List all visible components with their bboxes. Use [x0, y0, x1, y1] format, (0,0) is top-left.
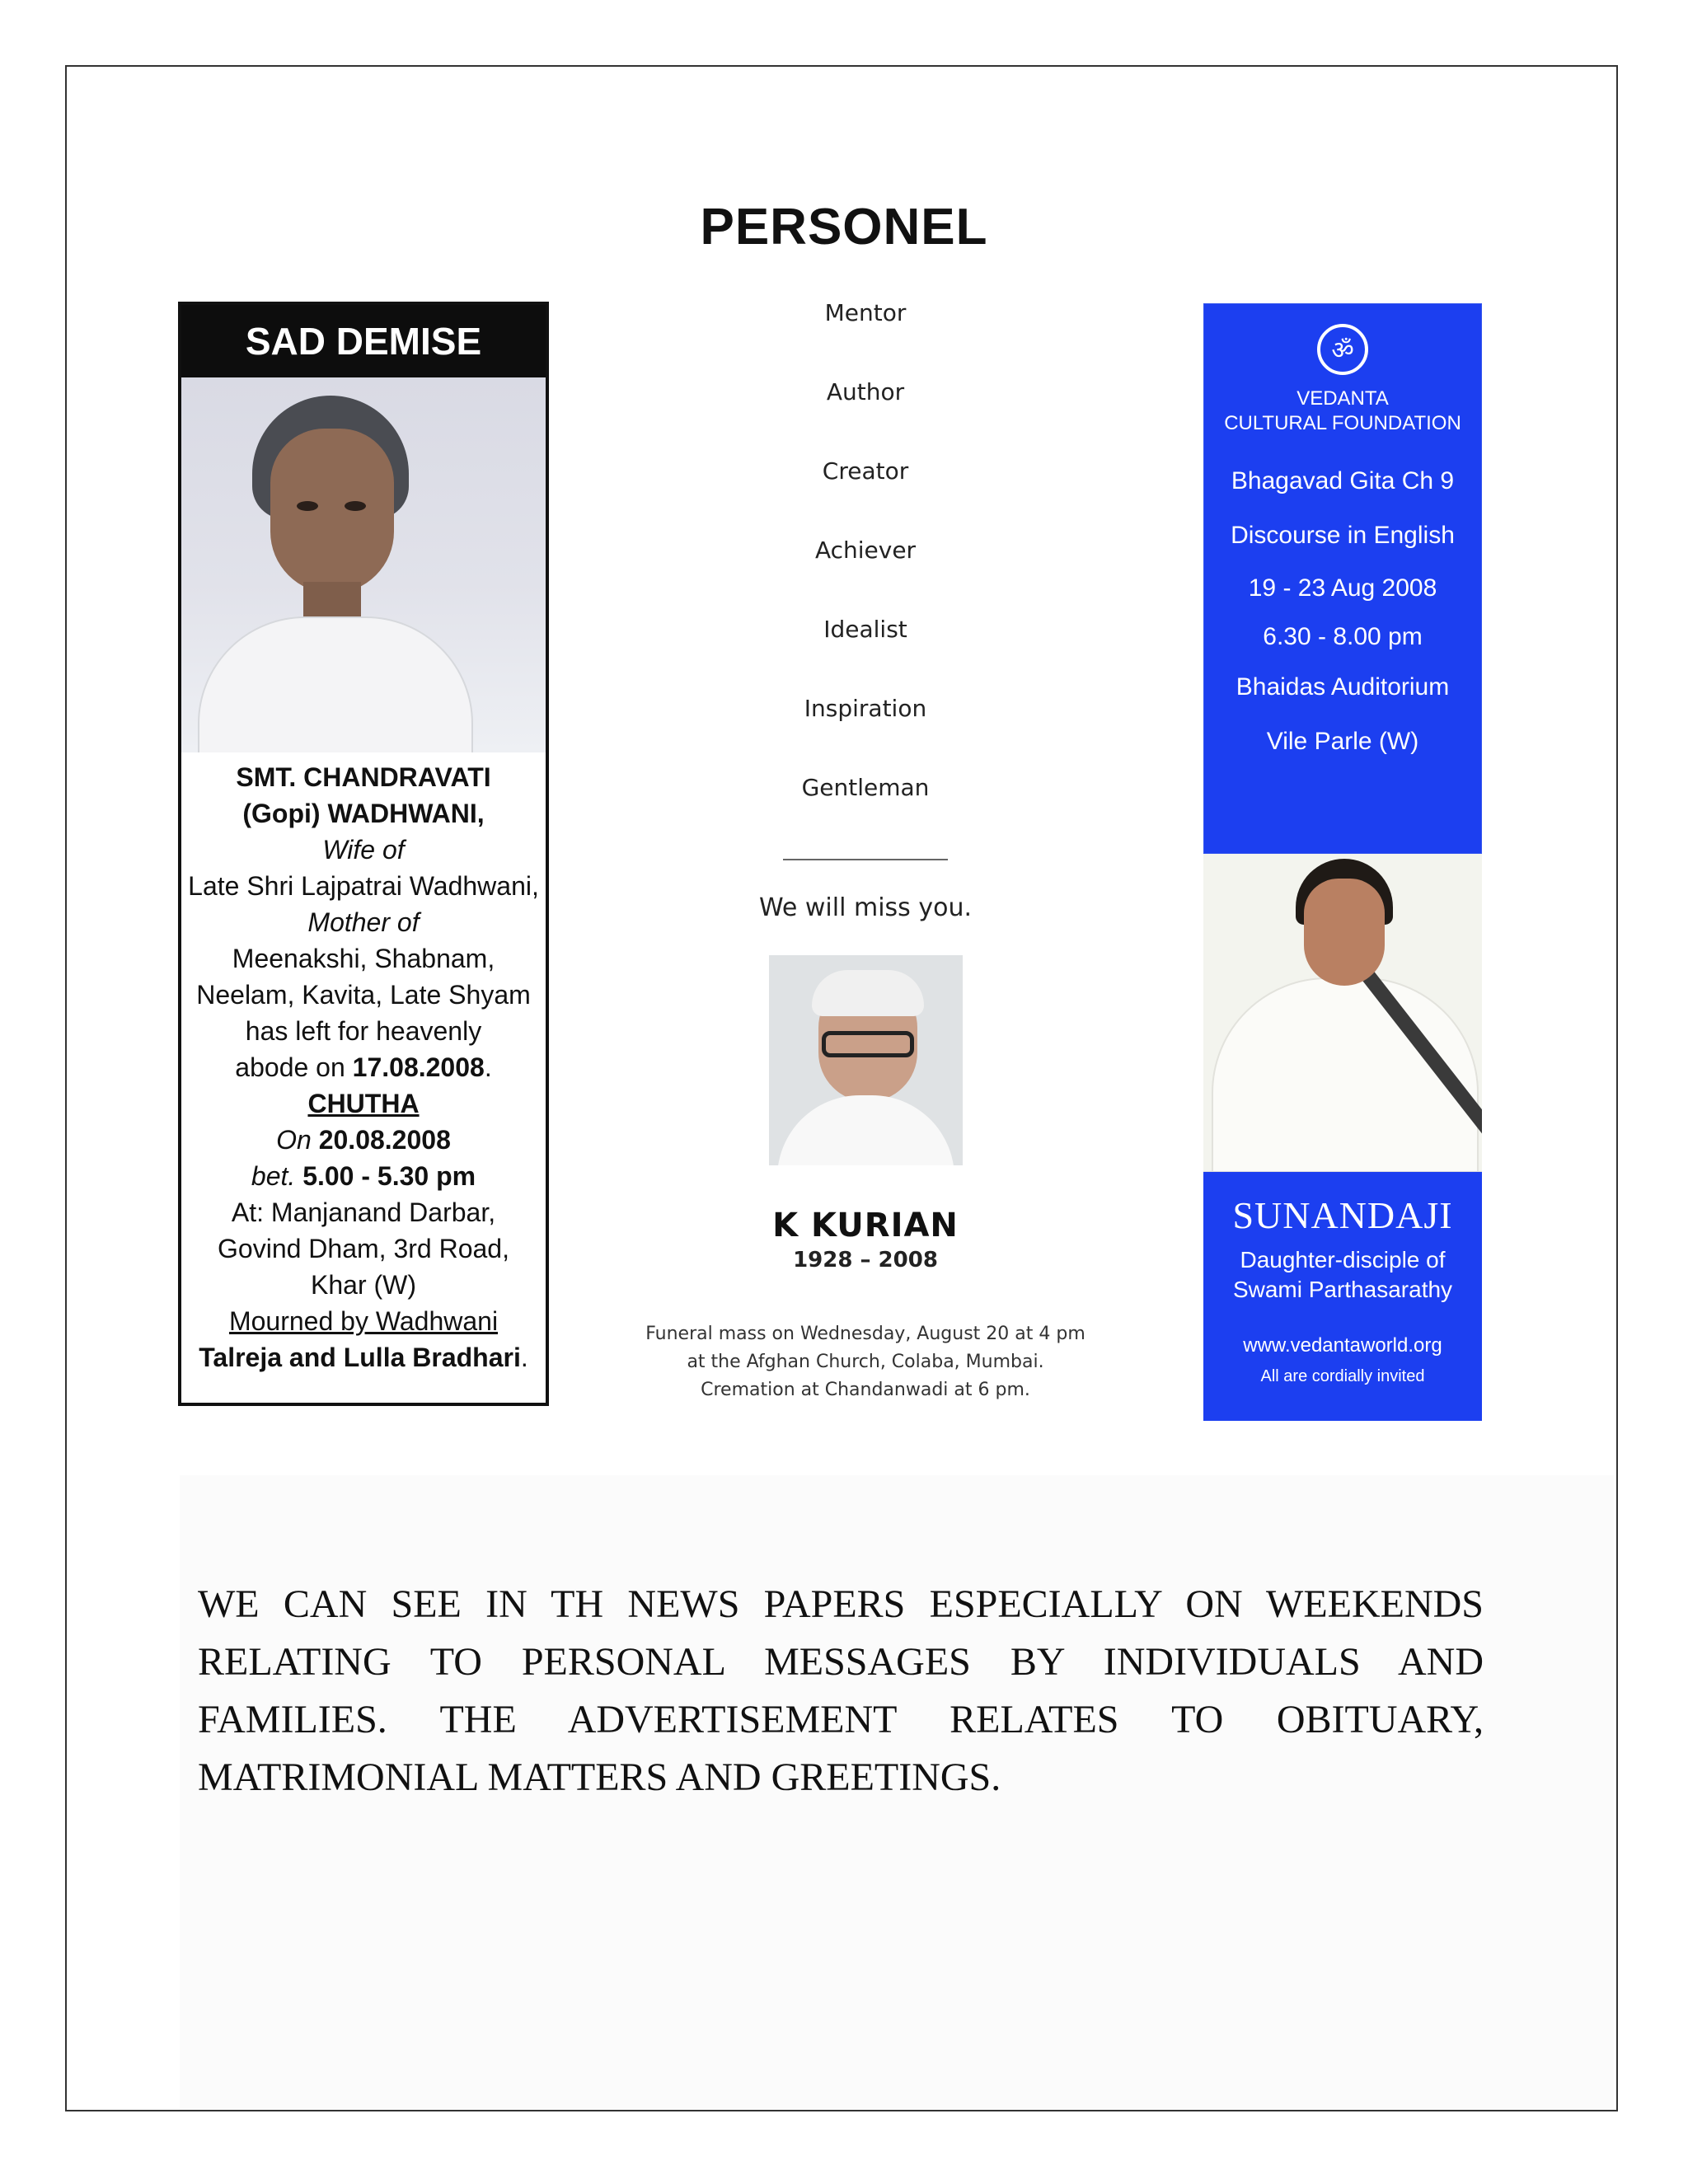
- tribute-word: Achiever: [814, 537, 917, 564]
- speaker-title-line2: Swami Parthasarathy: [1232, 1277, 1453, 1302]
- mourned-line2: Talreja and Lulla Bradhari.: [199, 1343, 528, 1372]
- vedanta-event-panel: [1203, 303, 1482, 854]
- wife-of-label: Wife of: [322, 835, 405, 865]
- tribute-word: Mentor: [824, 299, 907, 326]
- kurian-photo: [769, 955, 963, 1165]
- husband-name: Late Shri Lajpatrai Wadhwani,: [188, 871, 539, 901]
- obituary-photo: [181, 377, 546, 752]
- event-title: Bhagavad Gita Ch 9: [1231, 467, 1455, 494]
- divider: [783, 859, 948, 860]
- funeral-line2: at the Afghan Church, Colaba, Mumbai.: [687, 1352, 1044, 1372]
- invitation-text: All are cordially invited: [1260, 1367, 1425, 1385]
- tribute-years: 1928 – 2008: [793, 1248, 938, 1272]
- event-place: Vile Parle (W): [1266, 728, 1419, 755]
- website-link[interactable]: www.vedantaworld.org: [1243, 1334, 1442, 1357]
- funeral-line1: Funeral mass on Wednesday, August 20 at 4 pm: [645, 1324, 1085, 1344]
- body-paragraph: WE CAN SEE IN TH NEWS PAPERS ESPECIALLY ON WEEKENDS RELATING TO PERSONAL MESSAGES BY INDIVIDUALS AND FAMILIES. THE ADVERTISEMENT RELATES TO OBITUARY, MATRIMONIAL MATTERS AND GREETINGS.: [198, 1582, 1484, 1799]
- event-language: Discourse in English: [1231, 522, 1455, 549]
- demise-date: 17.08.2008: [352, 1052, 485, 1082]
- tribute-word: Gentleman: [801, 774, 930, 801]
- tribute-word: Creator: [822, 457, 909, 485]
- miss-you-text: We will miss you.: [759, 893, 972, 922]
- mother-of-label: Mother of: [307, 907, 420, 937]
- tribute-word: Idealist: [823, 616, 907, 643]
- children-line2: Neelam, Kavita, Late Shyam: [196, 980, 531, 1010]
- chutha-time: bet. 5.00 - 5.30 pm: [251, 1161, 476, 1191]
- venue-line2: Govind Dham, 3rd Road,: [218, 1234, 509, 1263]
- children-line1: Meenakshi, Shabnam,: [232, 944, 495, 973]
- obituary-ad: [178, 302, 549, 1406]
- vedanta-logo-icon: [1317, 324, 1368, 375]
- funeral-details: [610, 1320, 1121, 1404]
- speaker-title-line1: Daughter-disciple of: [1240, 1247, 1446, 1272]
- event-venue: Bhaidas Auditorium: [1236, 673, 1450, 701]
- tribute-word: Inspiration: [804, 695, 927, 722]
- tribute-word: Author: [826, 378, 905, 405]
- page-title: PERSONEL: [700, 199, 988, 255]
- tribute-ad: [610, 297, 1121, 1404]
- org-name-line2: CULTURAL FOUNDATION: [1224, 412, 1461, 434]
- speaker-photo: [1203, 854, 1482, 1172]
- chutha-heading: CHUTHA: [307, 1089, 420, 1118]
- event-dates: 19 - 23 Aug 2008: [1248, 574, 1437, 602]
- speaker-panel: [1203, 1172, 1482, 1421]
- org-name-line1: VEDANTA: [1296, 387, 1389, 410]
- obituary-header: SAD DEMISE: [181, 305, 546, 377]
- event-time: 6.30 - 8.00 pm: [1263, 623, 1423, 650]
- speaker-name: SUNANDAJI: [1232, 1194, 1453, 1236]
- chutha-date: On 20.08.2008: [276, 1125, 451, 1155]
- deceased-name-line1: SMT. CHANDRAVATI: [236, 762, 491, 792]
- deceased-name-line2: (Gopi) WADHWANI,: [242, 799, 485, 828]
- vedanta-ad: [1203, 303, 1482, 1420]
- venue-line1: At: Manjanand Darbar,: [231, 1197, 496, 1227]
- tribute-name: K KURIAN: [772, 1207, 959, 1244]
- mourned-line1: Mourned by Wadhwani: [228, 1306, 499, 1336]
- funeral-line3: Cremation at Chandanwadi at 6 pm.: [701, 1380, 1030, 1400]
- left-line1: has left for heavenly: [245, 1016, 482, 1046]
- left-line2: abode on 17.08.2008.: [235, 1052, 492, 1082]
- obituary-text: [181, 752, 546, 1376]
- venue-line3: Khar (W): [311, 1270, 416, 1300]
